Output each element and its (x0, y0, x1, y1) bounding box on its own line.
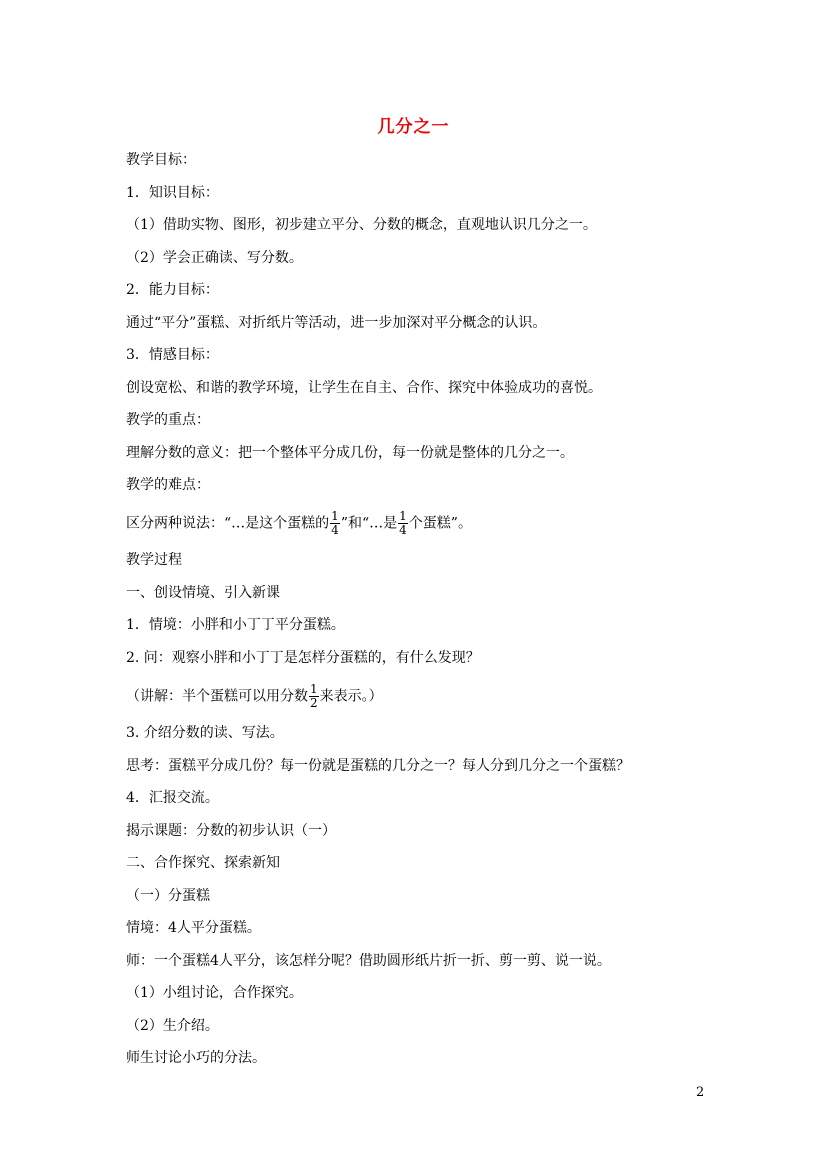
difficulty-text-part-3: 个蛋糕”。 (408, 515, 472, 532)
paragraph-key-points-text: 理解分数的意义：把一个整体平分成几份，每一份就是整体的几分之一。 (126, 445, 574, 461)
paragraph-emotion-goal: 3．情感目标： (126, 347, 219, 363)
paragraph-emotion-text: 创设宽松、和谐的教学环境，让学生在自主、合作、探究中体验成功的喜悦。 (126, 380, 602, 396)
fraction-one-quarter (398, 510, 408, 537)
paragraph-situation: 1．情境：小胖和小丁丁平分蛋糕。 (126, 617, 345, 633)
paragraph-knowledge-goal: 1．知识目标： (126, 185, 219, 201)
paragraph-teaching-goals: 教学目标： (126, 152, 196, 168)
paragraph-group-discussion: （1）小组讨论，合作探究。 (126, 985, 303, 1001)
paragraph-discussion-method: 师生讨论小巧的分法。 (126, 1050, 266, 1066)
paragraph-report: 4．汇报交流。 (126, 790, 219, 806)
paragraph-student-intro: （2）生介绍。 (126, 1018, 219, 1034)
paragraph-explanation (126, 683, 383, 710)
fraction-numerator: 1 (310, 682, 318, 696)
paragraph-introduce-reading: 3. 介绍分数的读、写法。 (126, 725, 284, 741)
paragraph-reveal-topic: 揭示课题：分数的初步认识（一） (126, 823, 336, 839)
fraction-numerator: 1 (331, 509, 339, 523)
fraction-numerator: 1 (399, 509, 407, 523)
paragraph-difficulty-heading: 教学的难点： (126, 477, 210, 493)
paragraph-cake-division: （一）分蛋糕 (126, 888, 210, 904)
paragraph-ability-text: 通过“平分”蛋糕、对折纸片等活动，进一步加深对平分概念的认识。 (126, 315, 547, 331)
explanation-text-part-2: 来表示。） (319, 688, 383, 705)
explanation-text-part-1: （讲解：半个蛋糕可以用分数 (126, 688, 308, 705)
paragraph-section-two-heading: 二、合作探究、探索新知 (126, 855, 280, 871)
paragraph-knowledge-item-1: （1）借助实物、图形，初步建立平分、分数的概念，直观地认识几分之一。 (126, 217, 597, 233)
fraction-one-quarter (330, 510, 340, 537)
paragraph-section-one-heading: 一、创设情境、引入新课 (126, 585, 280, 601)
fraction-denominator: 4 (399, 523, 407, 537)
paragraph-question: 2. 问：观察小胖和小丁丁是怎样分蛋糕的，有什么发现？ (126, 650, 480, 666)
difficulty-text-part-1: 区分两种说法：“…是这个蛋糕的 (126, 515, 330, 532)
document-title: 几分之一 (377, 117, 450, 137)
page-number: 2 (696, 1085, 705, 1100)
fraction-denominator: 4 (331, 523, 339, 537)
difficulty-text-part-2: ”和“…是 (340, 515, 398, 532)
paragraph-ability-goal: 2．能力目标： (126, 282, 219, 298)
paragraph-thinking: 思考：蛋糕平分成几份？每一份就是蛋糕的几分之一？每人分到几分之一个蛋糕？ (126, 758, 630, 774)
paragraph-situation-four: 情境：4人平分蛋糕。 (126, 920, 261, 936)
paragraph-teacher-question: 师：一个蛋糕4人平分，该怎样分呢？借助圆形纸片折一折、剪一剪、说一说。 (126, 953, 611, 969)
paragraph-difficulty-text (126, 510, 472, 537)
paragraph-knowledge-item-2: （2）学会正确读、写分数。 (126, 250, 303, 266)
paragraph-process-heading: 教学过程 (126, 552, 182, 568)
fraction-denominator: 2 (310, 696, 318, 710)
fraction-one-half (309, 683, 319, 710)
paragraph-key-points-heading: 教学的重点： (126, 412, 210, 428)
